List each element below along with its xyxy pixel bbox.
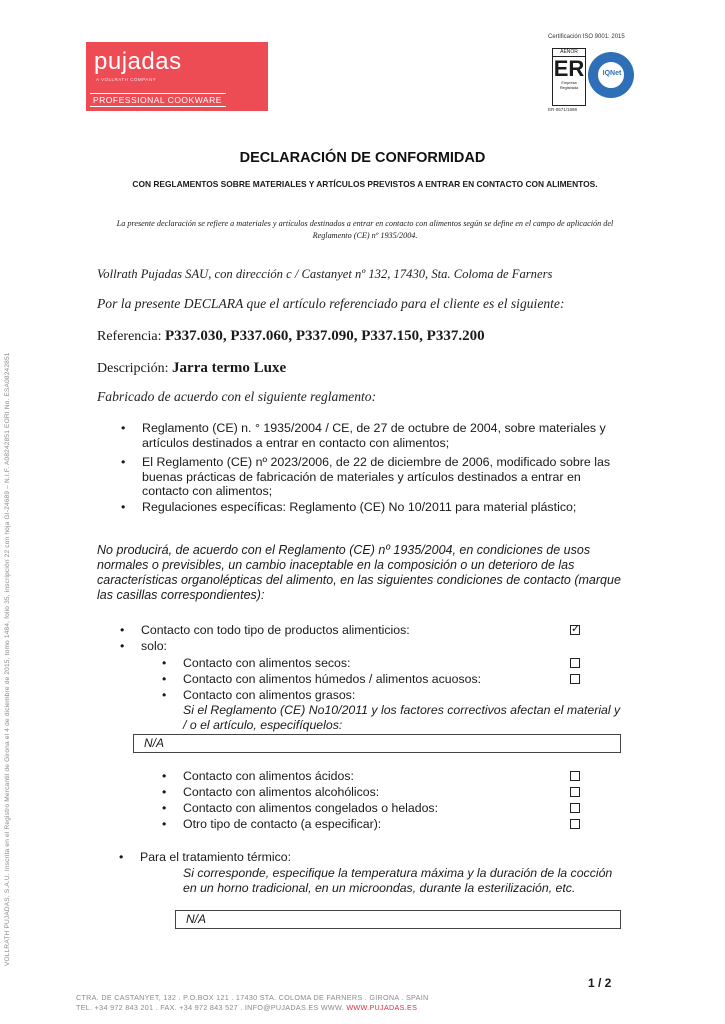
aenor-text: Empresa Registrada: [559, 81, 579, 90]
document-subtitle: CON REGLAMENTOS SOBRE MATERIALES Y ARTÍCULOS PREVISTOS A ENTRAR EN CONTACTO CON ALIMENTOS.: [132, 179, 598, 189]
aenor-number: ER-0671/1998: [548, 107, 578, 112]
reference-value: P337.030, P337.060, P337.090, P337.150, P337.200: [165, 328, 485, 344]
aenor-mark: ER: [553, 56, 585, 81]
footer: [76, 993, 429, 1012]
contact-acidic-checkbox[interactable]: [570, 771, 580, 781]
footer-address: CTRA. DE CASTANYET, 132 . P.O.BOX 121 . 17430 STA. COLOMA DE FARNERS . GIRONA . SPAIN: [76, 993, 429, 1002]
contact-moist-label: • Contacto con alimentos húmedos / alimentos acuosos:: [162, 672, 482, 686]
aenor-seal: [552, 48, 586, 106]
contact-alcoholic-checkbox[interactable]: [570, 787, 580, 797]
intro-text: La presente declaración se refiere a materiales y artículos destinados a entrar en contacto con alimentos según se define en el campo de aplicación del Reglamento (CE) nº 1935/2004.: [116, 219, 614, 240]
page-number: 1 / 2: [588, 976, 612, 990]
brand-band: PROFESSIONAL COOKWARE: [90, 93, 226, 107]
brand-subtitle: A VOLLRATH COMPANY: [96, 77, 157, 82]
regulation-item: • Regulaciones específicas: Reglamento (CE) No 10/2011 para material plástico;: [121, 500, 577, 514]
description-value: Jarra termo Luxe: [172, 360, 287, 376]
contact-all-foods-label: • Contacto con todo tipo de productos alimenticios:: [120, 623, 410, 637]
bullet-icon: •: [162, 688, 167, 702]
bullet-icon: •: [162, 656, 167, 670]
contact-frozen-label: • Contacto con alimentos congelados o helados:: [162, 801, 438, 815]
bullet-icon: •: [121, 421, 126, 435]
conditions-paragraph: No producirá, de acuerdo con el Reglamento (CE) nº 1935/2004, en condiciones de usos normales o previsibles, un cambio inaceptable en la composición o un deterioro de las características organolépticas del alimento, en las siguientes condiciones de contacto (marque las casillas correspondientes):: [97, 543, 621, 602]
reference-line: [97, 328, 485, 345]
bullet-icon: •: [121, 455, 126, 469]
solo-label: • solo:: [120, 639, 167, 653]
aenor-label: AENOR: [553, 49, 585, 57]
thermal-label: • Para el tratamiento térmico:: [119, 850, 292, 864]
contact-moist-checkbox[interactable]: [570, 674, 580, 684]
bullet-icon: •: [162, 817, 167, 831]
footer-website-link[interactable]: WWW.PUJADAS.ES: [346, 1002, 418, 1012]
bullet-icon: •: [162, 785, 167, 799]
document-title: DECLARACIÓN DE CONFORMIDAD: [239, 150, 486, 166]
fabricado-line: Fabricado de acuerdo con el siguiente reglamento:: [97, 389, 377, 404]
footer-contact: TEL. +34 972 843 201 . FAX. +34 972 843 527 . INFO@PUJADAS.ES WWW. WWW.PUJADAS.ES: [76, 1002, 418, 1012]
contact-acidic-label: • Contacto con alimentos ácidos:: [162, 769, 354, 783]
iqnet-seal: [588, 52, 634, 98]
contact-fatty-label: • Contacto con alimentos grasos:: [162, 688, 356, 702]
brand-name: pujadas: [94, 48, 182, 75]
pujadas-logo: [86, 42, 268, 111]
iqnet-label: IQNet: [602, 70, 622, 77]
bullet-icon: •: [162, 769, 167, 783]
contact-frozen-checkbox[interactable]: [570, 803, 580, 813]
fatty-note: Si el Reglamento (CE) No10/2011 y los factores correctivos afectan el material y / o el artículo, especifíquelos:: [183, 703, 621, 732]
bullet-icon: •: [120, 623, 125, 637]
fatty-specify-field[interactable]: N/A: [133, 734, 621, 753]
declaration-line: Por la presente DECLARA que el artículo referenciado para el cliente es el siguiente:: [97, 296, 565, 311]
contact-dry-label: • Contacto con alimentos secos:: [162, 656, 351, 670]
contact-alcoholic-label: • Contacto con alimentos alcohólicos:: [162, 785, 380, 799]
contact-other-label: • Otro tipo de contacto (a especificar):: [162, 817, 382, 831]
contact-all-foods-checkbox[interactable]: [570, 625, 580, 635]
contact-dry-checkbox[interactable]: [570, 658, 580, 668]
contact-other-checkbox[interactable]: [570, 819, 580, 829]
bullet-icon: •: [119, 850, 124, 864]
description-label: Descripción:: [97, 361, 169, 376]
company-line: Vollrath Pujadas SAU, con dirección c / Castanyet nº 132, 17430, Sta. Coloma de Farners: [97, 267, 553, 281]
side-legal-text: VOLLRATH PUJADAS, S.A.U. Inscrita en el Registro Mercantil de Girona el 4 de diciembre de 2015, tomo 1484, folio 35, inscripción 22 con hoja GI-24689 – N.I.F. A08242851 EORI No. ESA08242851: [4, 352, 11, 966]
bullet-icon: •: [162, 672, 167, 686]
reference-label: Referencia:: [97, 329, 162, 344]
bullet-icon: •: [120, 639, 125, 653]
bullet-icon: •: [162, 801, 167, 815]
iso-certification-title: Certificación ISO 9001: 2015: [548, 34, 625, 40]
regulation-item: • Reglamento (CE) n. ° 1935/2004 / CE, de 27 de octubre de 2004, sobre materiales y artículos destinados a entrar en contacto con alimentos;: [121, 421, 606, 450]
thermal-note: Si corresponde, especifique la temperatura máxima y la duración de la cocción en un horno tradicional, en un microondas, durante la esterilización, etc.: [183, 866, 613, 895]
regulation-item: • El Reglamento (CE) nº 2023/2006, de 22 de diciembre de 2006, modificado sobre las buenas prácticas de fabricación de materiales y artículos destinados a entrar en contacto con alimentos;: [121, 455, 611, 498]
description-line: [97, 360, 286, 377]
bullet-icon: •: [121, 500, 126, 514]
thermal-specify-field[interactable]: N/A: [175, 910, 621, 929]
